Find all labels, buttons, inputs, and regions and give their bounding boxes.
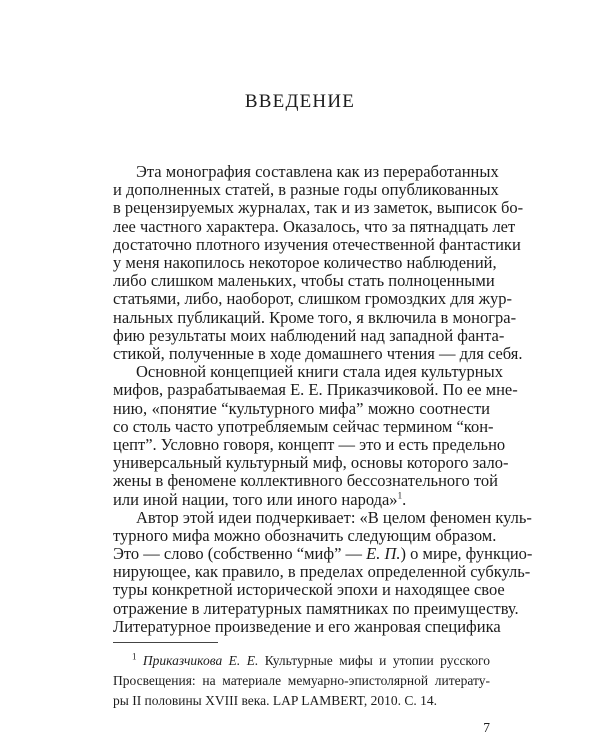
body-line: со столь часто употребляемым сейчас термином “кон- [113,416,494,436]
body-line: достаточно плотного изучения отечественной фантастики [113,234,521,254]
body-line: универсальный культурный миф, основы которого зало- [113,453,509,473]
body-line: туры конкретной исторической эпохи и находящее свое [113,580,505,600]
body-line: отражение в литературных памятниках по преимуществу. [113,598,519,618]
body-line-with-footnote-ref [113,491,490,509]
body-line: Литературное произведение и его жанровая специфика [113,616,501,636]
footnote-separator [113,642,218,643]
body-line-text: Это — слово (собственно “миф” — [113,544,367,563]
body-line: Основной концепцией книги стала идея культурных [136,362,503,382]
chapter-heading: ВВЕДЕНИЕ [244,91,356,112]
body-line-punct: . [402,489,407,509]
footnote-text: Культурные мифы и утопии русского [258,653,491,668]
footnote-line [132,651,490,671]
footnote-reference[interactable]: 1 [397,490,403,500]
footnote-line: Просвещения: на материале мемуарно-эпистолярной литерату- [113,673,490,688]
body-line: и дополненных статей, в разные годы опубликованных [113,180,499,200]
body-line: либо слишком маленьких, чтобы стать полноценными [113,271,495,291]
footnote-author: Приказчикова Е. Е. [142,653,259,668]
page-number: 7 [483,720,490,735]
body-line: жены в феномене коллективного бессознательного той [113,471,498,491]
body-line: Эта монография составлена как из переработанных [136,162,499,181]
body-line: статьями, либо, наоборот, слишком громоздких для жур- [113,289,512,309]
body-line: Автор этой идеи подчеркивает: «В целом феномен куль- [136,507,532,527]
body-line: цепт”. Условно говоря, концепт — это и есть предельно [113,434,506,454]
body-line-with-italic [113,544,533,563]
body-line: у меня накопилось некоторое количество наблюдений, [113,253,497,272]
body-line-text: или иной нации, того или иного народа» [113,489,398,509]
body-line: стикой, полученные в ходе домашнего чтения — для себя. [113,343,523,363]
body-line: нию, «понятие “культурного мифа” можно соотнести [113,398,490,418]
body-line: мифов, разрабатываемая Е. Е. Приказчиковой. По ее мне- [113,380,518,400]
body-line: фию результаты моих наблюдений над западной фанта- [113,325,505,345]
body-line: нальных публикаций. Кроме того, я включила в моногра- [113,307,517,327]
body-line: лее частного характера. Оказалось, что за пятнадцать лет [113,216,516,236]
body-line: в рецензируемых журналах, так и из заметок, выписок бо- [113,198,524,218]
footnote-marker: 1 [132,651,137,662]
body-line: турного мифа можно обозначить следующим образом. [113,525,497,545]
footnote-line: ры II половины XVIII века. LAP LAMBERT, 2010. С. 14. [113,693,438,708]
body-line-text: ) о мире, функцио- [400,544,533,563]
body-line: нирующее, как правило, в пределах определенной субкуль- [113,562,531,582]
italic-initials: Е. П. [366,544,401,563]
